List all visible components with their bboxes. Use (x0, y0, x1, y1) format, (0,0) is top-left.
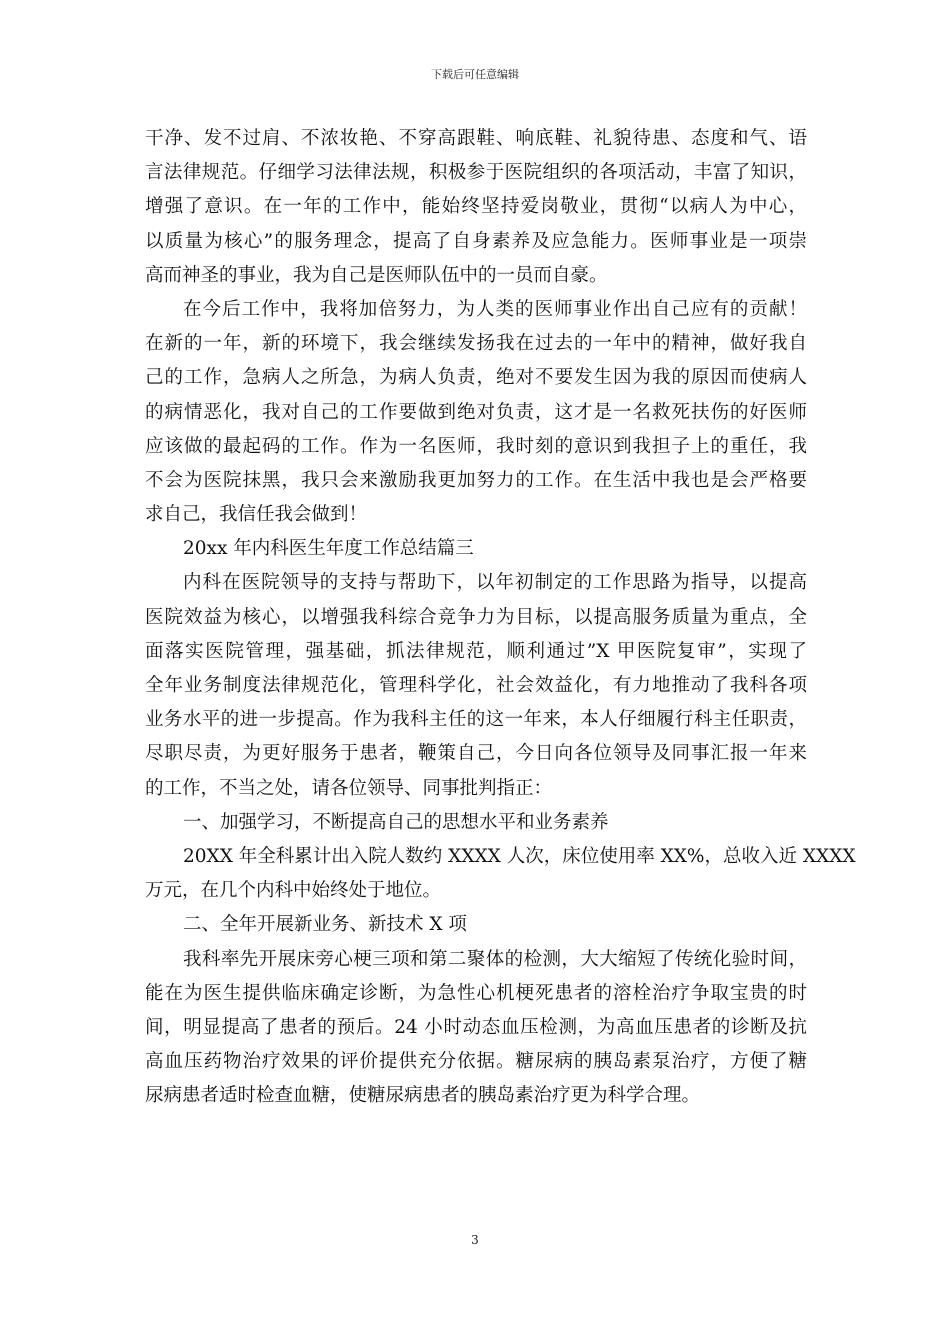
text-line: 医院效益为核心，以增强我科综合竞争力为目标，以提高服务质量为重点，全 (145, 606, 807, 628)
paragraph (145, 840, 856, 908)
text-line: 高而神圣的事业，我为自己是医师队伍中的一员而自豪。 (145, 264, 608, 286)
text-line: 尽职尽责，为更好服务于患者，鞭策自己，今日向各位领导及同事汇报一年来 (145, 743, 807, 765)
text-line: 不会为医院抹黑，我只会来激励我更加努力的工作。在生活中我也是会严格要 (145, 469, 807, 491)
text-line: 以质量为核心”的服务理念，提高了自身素养及应急能力。医师事业是一项崇 (145, 230, 807, 252)
text-line: 内科在医院领导的支持与帮助下，以年初制定的工作思路为指导，以提高 (183, 572, 807, 594)
text-line: 20XX 年全科累计出入院人数约 XXXX 人次，床位使用率 XX%，总收入近 XXXX (183, 845, 856, 867)
text-line: 在新的一年，新的环境下，我会继续发扬我在过去的一年中的精神，做好我自 (145, 333, 807, 355)
paragraph (145, 122, 807, 293)
text-line: 言法律规范。仔细学习法律法规，积极参于医院组织的各项活动，丰富了知识， (145, 162, 807, 184)
page-number: 3 (471, 1233, 479, 1247)
text-line: 20xx 年内科医生年度工作总结篇三 (183, 538, 474, 560)
text-line: 间，明显提高了患者的预后。24 小时动态血压检测，为高血压患者的诊断及抗 (145, 1016, 807, 1038)
paragraph (145, 532, 807, 566)
text-line: 己的工作，急病人之所急，为病人负责，绝对不要发生因为我的原因而使病人 (145, 367, 807, 389)
paragraph (145, 293, 807, 532)
text-line: 的病情恶化，我对自己的工作要做到绝对负责，这才是一名救死扶伤的好医师 (145, 401, 807, 423)
text-line: 干净、发不过肩、不浓妆艳、不穿高跟鞋、响底鞋、礼貌待患、态度和气、语 (145, 128, 807, 149)
text-line: 业务水平的进一步提高。作为我科主任的这一年来，本人仔细履行科主任职责， (145, 709, 807, 731)
text-line: 的工作，不当之处，请各位领导、同事批判指正： (145, 777, 553, 799)
paragraph (145, 806, 807, 840)
body-text (145, 122, 856, 1113)
text-line: 我科率先开展床旁心梗三项和第二聚体的检测，大大缩短了传统化验时间， (183, 948, 807, 970)
text-line: 全年业务制度法律规范化，管理科学化，社会效益化，有力地推动了我科各项 (145, 675, 807, 696)
text-line: 高血压药物治疗效果的评价提供充分依据。糖尿病的胰岛素泵治疗，方便了糖 (145, 1051, 807, 1073)
text-line: 尿病患者适时检查血糖，使糖尿病患者的胰岛素治疗更为科学合理。 (145, 1085, 701, 1107)
text-line: 万元，在几个内科中始终处于地位。 (145, 880, 442, 902)
text-line: 面落实医院管理，强基础，抓法律规范，顺利通过”X 甲医院复审”，实现了 (145, 640, 807, 662)
text-line: 增强了意识。在一年的工作中，能始终坚持爱岗敬业，贯彻“以病人为中心， (145, 196, 807, 218)
text-line: 在今后工作中，我将加倍努力，为人类的医师事业作出自己应有的贡献！ (183, 298, 807, 320)
paragraph (145, 943, 807, 1114)
text-line: 二、全年开展新业务、新技术 X 项 (183, 914, 467, 936)
text-line: 能在为医生提供临床确定诊断，为急性心机梗死患者的溶栓治疗争取宝贵的时 (145, 982, 807, 1004)
text-line: 一、加强学习，不断提高自己的思想水平和业务素养 (183, 811, 609, 833)
text-line: 应该做的最起码的工作。作为一名医师，我时刻的意识到我担子上的重任，我 (145, 435, 807, 457)
header-note: 下载后可任意编辑 (431, 68, 519, 81)
paragraph (145, 908, 807, 942)
paragraph (145, 566, 807, 805)
text-line: 求自己，我信任我会做到！ (145, 504, 368, 526)
